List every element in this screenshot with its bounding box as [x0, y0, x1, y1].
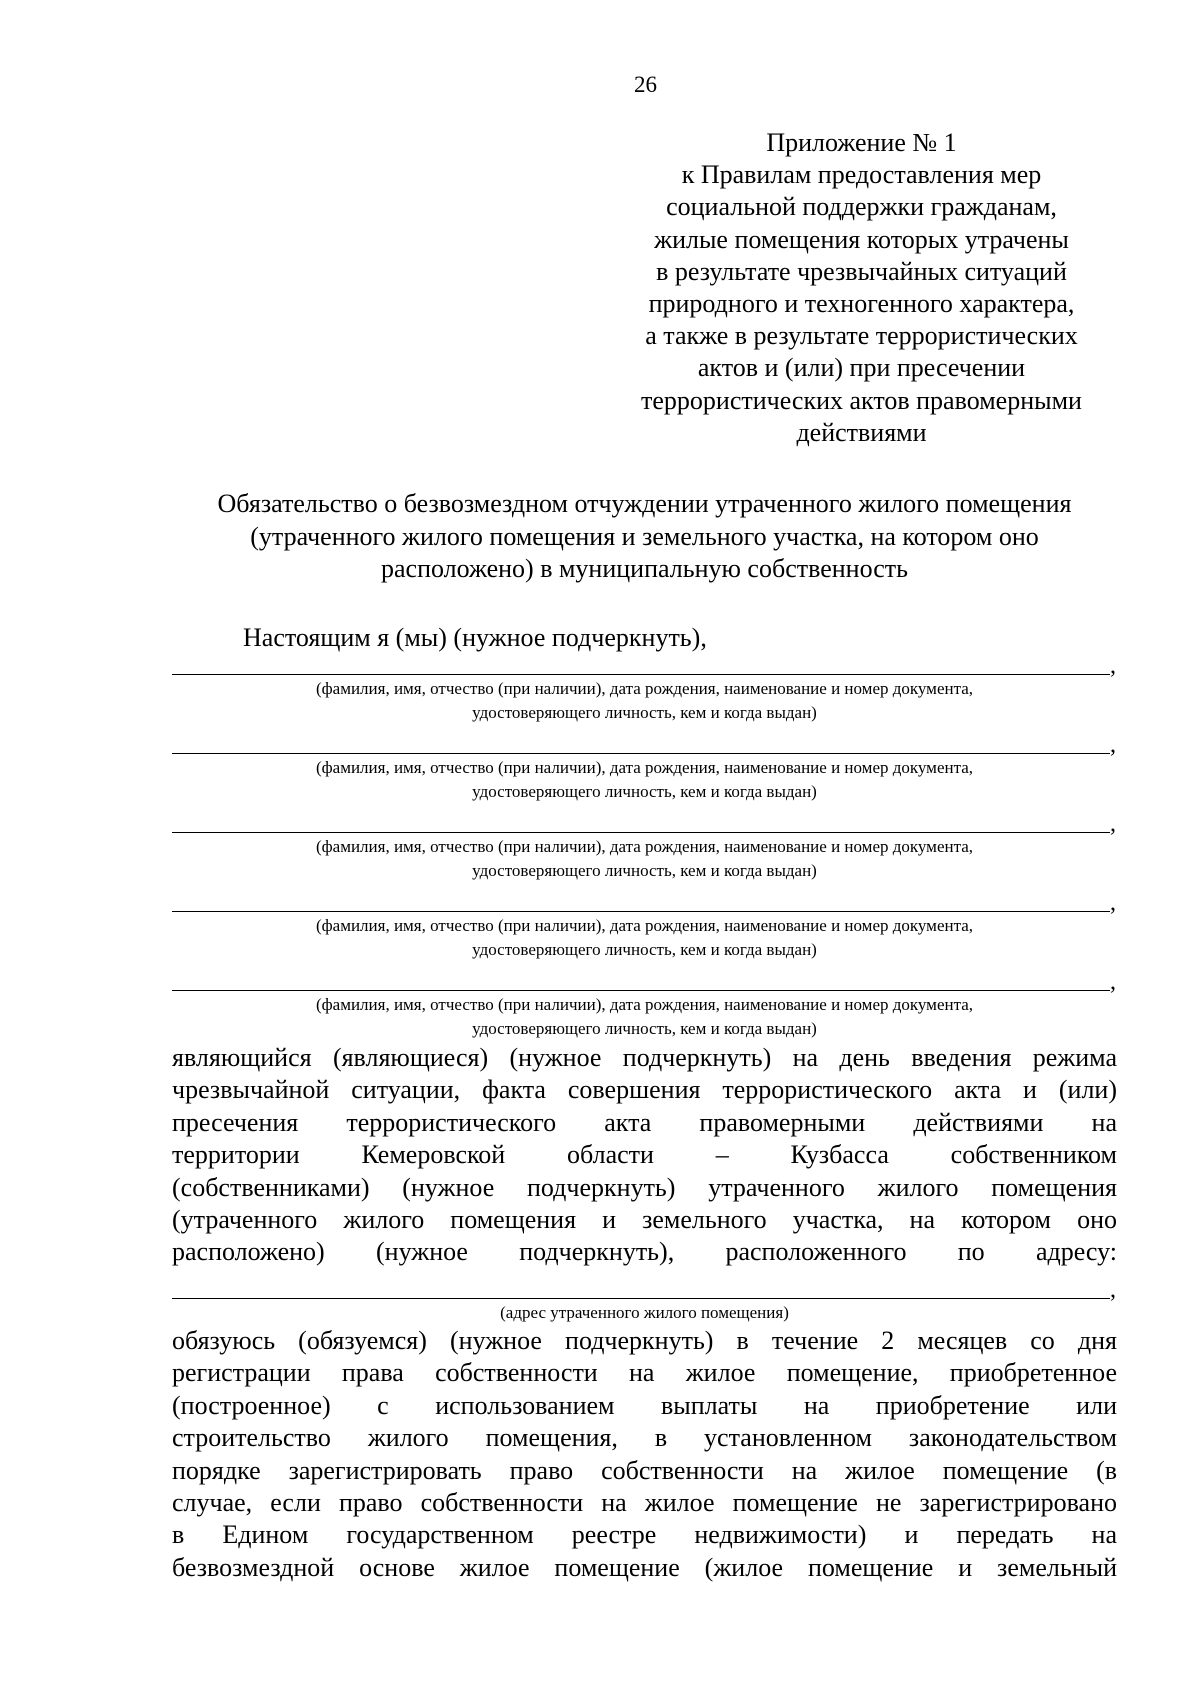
field-comma: ,	[1110, 969, 1116, 995]
hint-line: (фамилия, имя, отчество (при наличии), дата рождения, наименование и номер документа,	[315, 916, 974, 935]
paragraph-line: порядке зарегистрировать право собственности на жилое помещение (в	[172, 1455, 1117, 1485]
hint-line: удостоверяющего личность, кем и когда выдан)	[472, 781, 817, 801]
field-comma: ,	[1110, 732, 1116, 758]
paragraph-line: случае, если право собственности на жилое помещение не зарегистрировано	[172, 1487, 1117, 1517]
blank-line[interactable]	[172, 832, 1110, 833]
paragraph-line: являющийся (являющиеся) (нужное подчеркнуть) на день введения режима	[172, 1043, 1117, 1072]
field-comma: ,	[1110, 890, 1116, 916]
field-hint	[172, 914, 1117, 961]
blank-line[interactable]	[172, 753, 1110, 754]
paragraph-line: чрезвычайной ситуации, факта совершения террористического акта и (или)	[172, 1075, 1117, 1105]
paragraph-owners	[172, 1042, 1117, 1269]
appendix-line: социальной поддержки гражданам,	[666, 192, 1057, 222]
paragraph-line: регистрации права собственности на жилое помещение, приобретенное	[172, 1358, 1117, 1388]
hint-line: (фамилия, имя, отчество (при наличии), дата рождения, наименование и номер документа,	[315, 995, 974, 1014]
field-hint	[172, 835, 1117, 882]
field-comma: ,	[1110, 811, 1116, 837]
appendix-line: действиями	[796, 417, 927, 447]
hint-line: удостоверяющего личность, кем и когда выдан)	[472, 939, 817, 959]
hint-line: (фамилия, имя, отчество (при наличии), дата рождения, наименование и номер документа,	[315, 679, 974, 698]
field-hint	[172, 1301, 1117, 1325]
paragraph-line: (построенное) с использованием выплаты на приобретение или	[172, 1390, 1117, 1420]
field-hint	[172, 993, 1117, 1040]
hint-line: удостоверяющего личность, кем и когда выдан)	[472, 1018, 817, 1038]
intro-text: Настоящим я (мы) (нужное подчеркнуть),	[243, 623, 707, 652]
field-hint	[172, 756, 1117, 803]
title-line: (утраченного жилого помещения и земельного участка, на котором оно	[250, 521, 1039, 551]
field-hint	[172, 677, 1117, 724]
paragraph-obligation	[172, 1325, 1117, 1584]
hint-line: (адрес утраченного жилого помещения)	[500, 1303, 789, 1322]
field-comma: ,	[1110, 653, 1116, 679]
paragraph-line: пресечения террористического акта правомерными действиями на	[172, 1107, 1117, 1137]
appendix-line: актов и (или) при пресечении	[697, 353, 1026, 383]
paragraph-line: (утраченного жилого помещения и земельного участка, на котором оно	[172, 1204, 1117, 1234]
appendix-line: к Правилам предоставления мер	[681, 160, 1042, 190]
paragraph-line: (собственниками) (нужное подчеркнуть) утраченного жилого помещения	[172, 1172, 1117, 1202]
paragraph-line: безвозмездной основе жилое помещение (жилое помещение и земельный	[172, 1552, 1117, 1582]
paragraph-line: в Едином государственном реестре недвижимости) и передать на	[172, 1520, 1117, 1550]
hint-line: удостоверяющего личность, кем и когда выдан)	[472, 702, 817, 722]
hint-line: (фамилия, имя, отчество (при наличии), дата рождения, наименование и номер документа,	[315, 758, 974, 777]
appendix-line: Приложение № 1	[766, 128, 957, 157]
appendix-line: террористических актов правомерными	[641, 385, 1082, 415]
paragraph-line: расположено) (нужное подчеркнуть), расположенного по адресу:	[172, 1237, 1117, 1267]
document-title	[172, 488, 1117, 586]
page-number: 26	[634, 72, 657, 97]
blank-line[interactable]	[172, 1298, 1110, 1299]
hint-line: удостоверяющего личность, кем и когда выдан)	[472, 860, 817, 880]
appendix-line: природного и техногенного характера,	[648, 289, 1075, 319]
appendix-line: жилые помещения которых утрачены	[654, 224, 1069, 254]
title-line: Обязательство о безвозмездном отчуждении утраченного жилого помещения	[217, 489, 1072, 518]
blank-line[interactable]	[172, 990, 1110, 991]
blank-line[interactable]	[172, 911, 1110, 912]
paragraph-line: строительство жилого помещения, в установленном законодательством	[172, 1423, 1117, 1453]
paragraph-line: обязуюсь (обязуемся) (нужное подчеркнуть) в течение 2 месяцев со дня	[172, 1326, 1117, 1355]
blank-line[interactable]	[172, 674, 1110, 675]
appendix-header	[620, 127, 1103, 449]
title-line: расположено) в муниципальную собственность	[380, 554, 909, 583]
appendix-line: а также в результате террористических	[645, 321, 1078, 351]
paragraph-line: территории Кемеровской области – Кузбасса собственником	[172, 1140, 1117, 1170]
hint-line: (фамилия, имя, отчество (при наличии), дата рождения, наименование и номер документа,	[315, 837, 974, 856]
appendix-line: в результате чрезвычайных ситуаций	[656, 256, 1067, 286]
field-comma: ,	[1110, 1277, 1116, 1303]
